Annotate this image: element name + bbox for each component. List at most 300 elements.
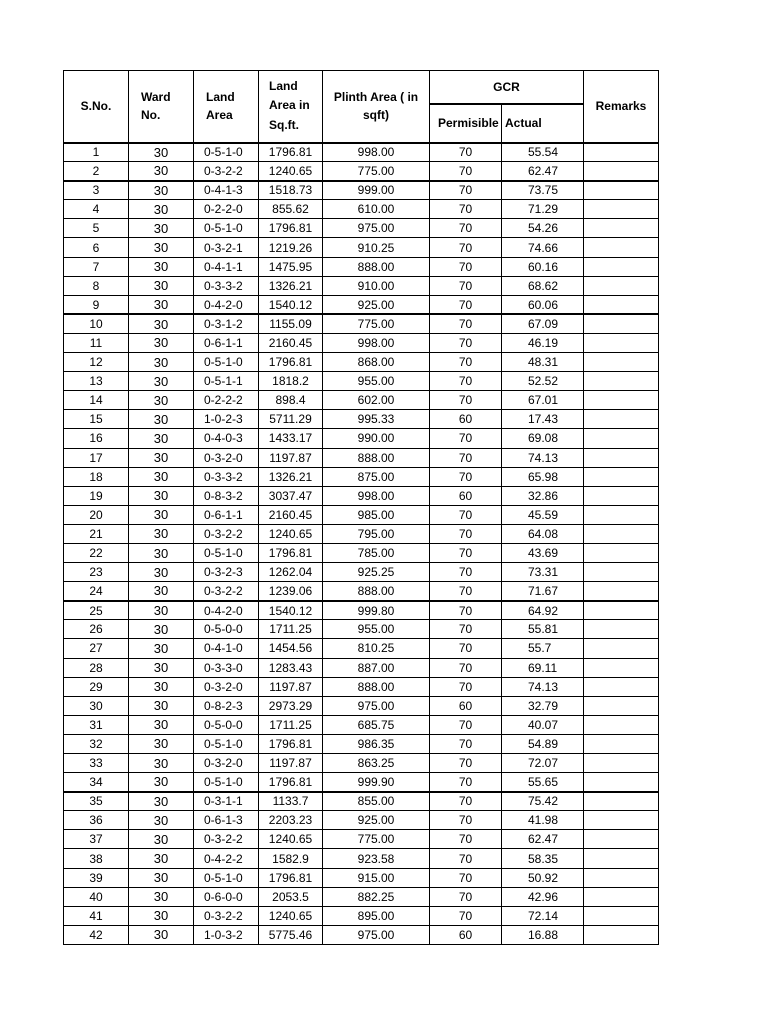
cell-plinth-area: 685.75 xyxy=(323,715,430,734)
cell-actual: 43.69 xyxy=(502,543,584,562)
cell-ward: 30 xyxy=(129,563,194,582)
cell-land-area: 0-4-0-3 xyxy=(194,429,259,448)
cell-plinth-area: 775.00 xyxy=(323,830,430,849)
cell-permissible: 70 xyxy=(430,658,502,677)
cell-remarks xyxy=(584,925,659,944)
table-row xyxy=(64,448,659,467)
table-row xyxy=(64,410,659,429)
cell-area-sqft: 3037.47 xyxy=(259,486,323,505)
cell-sno: 21 xyxy=(64,524,129,543)
cell-permissible: 70 xyxy=(430,505,502,524)
cell-permissible: 70 xyxy=(430,563,502,582)
cell-area-sqft: 2160.45 xyxy=(259,333,323,352)
cell-plinth-area: 775.00 xyxy=(323,314,430,333)
cell-sno: 25 xyxy=(64,601,129,620)
cell-area-sqft: 1239.06 xyxy=(259,582,323,601)
cell-actual: 71.29 xyxy=(502,200,584,219)
cell-permissible: 70 xyxy=(430,524,502,543)
header-remarks: Remarks xyxy=(584,71,659,143)
cell-area-sqft: 1326.21 xyxy=(259,467,323,486)
cell-remarks xyxy=(584,486,659,505)
cell-plinth-area: 986.35 xyxy=(323,734,430,753)
cell-area-sqft: 2053.5 xyxy=(259,887,323,906)
table-row xyxy=(64,276,659,295)
cell-land-area: 0-3-2-2 xyxy=(194,906,259,925)
header-area-sqft xyxy=(259,71,323,143)
cell-land-area: 0-3-3-2 xyxy=(194,276,259,295)
table-row xyxy=(64,601,659,620)
cell-plinth-area: 795.00 xyxy=(323,524,430,543)
cell-sno: 41 xyxy=(64,906,129,925)
cell-permissible: 70 xyxy=(430,162,502,181)
cell-remarks xyxy=(584,582,659,601)
cell-plinth-area: 999.90 xyxy=(323,773,430,792)
cell-land-area: 0-4-1-1 xyxy=(194,257,259,276)
cell-remarks xyxy=(584,906,659,925)
cell-ward: 30 xyxy=(129,715,194,734)
cell-plinth-area: 863.25 xyxy=(323,754,430,773)
cell-remarks xyxy=(584,257,659,276)
cell-plinth-area: 923.58 xyxy=(323,849,430,868)
table-row xyxy=(64,429,659,448)
cell-sno: 31 xyxy=(64,715,129,734)
cell-area-sqft: 1326.21 xyxy=(259,276,323,295)
cell-land-area: 0-5-1-0 xyxy=(194,219,259,238)
cell-ward: 30 xyxy=(129,372,194,391)
cell-remarks xyxy=(584,143,659,162)
cell-remarks xyxy=(584,372,659,391)
cell-land-area: 1-0-2-3 xyxy=(194,410,259,429)
cell-permissible: 70 xyxy=(430,677,502,696)
cell-ward: 30 xyxy=(129,257,194,276)
cell-area-sqft: 1475.95 xyxy=(259,257,323,276)
cell-actual: 60.16 xyxy=(502,257,584,276)
cell-remarks xyxy=(584,849,659,868)
cell-actual: 65.98 xyxy=(502,467,584,486)
cell-actual: 46.19 xyxy=(502,333,584,352)
cell-permissible: 70 xyxy=(430,792,502,811)
cell-actual: 55.54 xyxy=(502,143,584,162)
cell-area-sqft: 1796.81 xyxy=(259,543,323,562)
cell-plinth-area: 910.00 xyxy=(323,276,430,295)
cell-land-area: 0-3-2-3 xyxy=(194,563,259,582)
cell-ward: 30 xyxy=(129,773,194,792)
cell-area-sqft: 1240.65 xyxy=(259,906,323,925)
cell-remarks xyxy=(584,391,659,410)
cell-land-area: 0-5-1-0 xyxy=(194,868,259,887)
table-row xyxy=(64,811,659,830)
cell-actual: 42.96 xyxy=(502,887,584,906)
cell-ward: 30 xyxy=(129,448,194,467)
cell-plinth-area: 888.00 xyxy=(323,582,430,601)
cell-sno: 39 xyxy=(64,868,129,887)
cell-actual: 48.31 xyxy=(502,353,584,372)
cell-sno: 34 xyxy=(64,773,129,792)
cell-land-area: 0-3-3-0 xyxy=(194,658,259,677)
cell-land-area: 0-5-1-0 xyxy=(194,734,259,753)
cell-sno: 9 xyxy=(64,295,129,314)
cell-ward: 30 xyxy=(129,677,194,696)
table-row xyxy=(64,639,659,658)
cell-area-sqft: 1433.17 xyxy=(259,429,323,448)
cell-land-area: 1-0-3-2 xyxy=(194,925,259,944)
cell-sno: 22 xyxy=(64,543,129,562)
cell-actual: 73.31 xyxy=(502,563,584,582)
cell-ward: 30 xyxy=(129,830,194,849)
table-row xyxy=(64,906,659,925)
cell-area-sqft: 855.62 xyxy=(259,200,323,219)
table-row xyxy=(64,849,659,868)
cell-ward: 30 xyxy=(129,734,194,753)
cell-actual: 67.01 xyxy=(502,391,584,410)
cell-area-sqft: 1240.65 xyxy=(259,830,323,849)
cell-plinth-area: 955.00 xyxy=(323,620,430,639)
cell-plinth-area: 985.00 xyxy=(323,505,430,524)
cell-permissible: 60 xyxy=(430,486,502,505)
cell-land-area: 0-3-2-0 xyxy=(194,448,259,467)
cell-permissible: 70 xyxy=(430,143,502,162)
cell-actual: 55.7 xyxy=(502,639,584,658)
cell-area-sqft: 1240.65 xyxy=(259,162,323,181)
cell-remarks xyxy=(584,314,659,333)
cell-land-area: 0-4-2-0 xyxy=(194,295,259,314)
cell-land-area: 0-5-1-1 xyxy=(194,372,259,391)
cell-permissible: 70 xyxy=(430,219,502,238)
cell-remarks xyxy=(584,524,659,543)
cell-sno: 18 xyxy=(64,467,129,486)
table-row xyxy=(64,372,659,391)
cell-area-sqft: 1796.81 xyxy=(259,773,323,792)
cell-ward: 30 xyxy=(129,238,194,257)
header-actual: Actual xyxy=(502,104,584,143)
cell-plinth-area: 999.80 xyxy=(323,601,430,620)
cell-remarks xyxy=(584,219,659,238)
cell-sno: 24 xyxy=(64,582,129,601)
cell-area-sqft: 1796.81 xyxy=(259,219,323,238)
cell-remarks xyxy=(584,792,659,811)
cell-remarks xyxy=(584,276,659,295)
table-row xyxy=(64,925,659,944)
cell-sno: 33 xyxy=(64,754,129,773)
cell-actual: 72.14 xyxy=(502,906,584,925)
table-row xyxy=(64,295,659,314)
cell-actual: 54.89 xyxy=(502,734,584,753)
header-area-line1: Land xyxy=(269,78,298,93)
cell-permissible: 70 xyxy=(430,429,502,448)
cell-ward: 30 xyxy=(129,925,194,944)
cell-sno: 8 xyxy=(64,276,129,295)
cell-sno: 13 xyxy=(64,372,129,391)
cell-remarks xyxy=(584,887,659,906)
cell-remarks xyxy=(584,830,659,849)
header-land-area xyxy=(194,71,259,143)
cell-ward: 30 xyxy=(129,754,194,773)
cell-permissible: 70 xyxy=(430,181,502,200)
cell-sno: 19 xyxy=(64,486,129,505)
cell-ward: 30 xyxy=(129,467,194,486)
table-row xyxy=(64,677,659,696)
header-plinth-line1: Plinth Area ( in xyxy=(333,90,419,105)
cell-land-area: 0-6-1-1 xyxy=(194,505,259,524)
cell-ward: 30 xyxy=(129,295,194,314)
cell-permissible: 70 xyxy=(430,734,502,753)
cell-remarks xyxy=(584,448,659,467)
cell-land-area: 0-6-1-1 xyxy=(194,333,259,352)
cell-land-area: 0-5-1-0 xyxy=(194,143,259,162)
cell-sno: 32 xyxy=(64,734,129,753)
cell-area-sqft: 1582.9 xyxy=(259,849,323,868)
cell-remarks xyxy=(584,200,659,219)
cell-sno: 27 xyxy=(64,639,129,658)
table-row xyxy=(64,257,659,276)
cell-sno: 7 xyxy=(64,257,129,276)
table-row xyxy=(64,238,659,257)
cell-land-area: 0-5-0-0 xyxy=(194,715,259,734)
cell-permissible: 70 xyxy=(430,448,502,467)
header-land-line1: Land xyxy=(206,90,235,105)
cell-plinth-area: 925.00 xyxy=(323,295,430,314)
cell-land-area: 0-8-2-3 xyxy=(194,696,259,715)
cell-remarks xyxy=(584,543,659,562)
cell-plinth-area: 602.00 xyxy=(323,391,430,410)
cell-area-sqft: 1540.12 xyxy=(259,601,323,620)
cell-remarks xyxy=(584,181,659,200)
cell-land-area: 0-3-2-0 xyxy=(194,677,259,696)
table-row xyxy=(64,868,659,887)
cell-remarks xyxy=(584,295,659,314)
cell-actual: 73.75 xyxy=(502,181,584,200)
cell-area-sqft: 1283.43 xyxy=(259,658,323,677)
cell-land-area: 0-5-1-0 xyxy=(194,773,259,792)
cell-plinth-area: 610.00 xyxy=(323,200,430,219)
cell-permissible: 70 xyxy=(430,314,502,333)
table-row xyxy=(64,391,659,410)
cell-permissible: 70 xyxy=(430,715,502,734)
cell-ward: 30 xyxy=(129,200,194,219)
cell-land-area: 0-4-2-2 xyxy=(194,849,259,868)
cell-plinth-area: 975.00 xyxy=(323,696,430,715)
cell-remarks xyxy=(584,620,659,639)
table-header xyxy=(64,71,659,143)
cell-actual: 69.08 xyxy=(502,429,584,448)
cell-sno: 12 xyxy=(64,353,129,372)
cell-area-sqft: 1796.81 xyxy=(259,143,323,162)
cell-actual: 69.11 xyxy=(502,658,584,677)
cell-ward: 30 xyxy=(129,505,194,524)
cell-permissible: 70 xyxy=(430,295,502,314)
cell-remarks xyxy=(584,505,659,524)
header-ward xyxy=(129,71,194,143)
cell-permissible: 70 xyxy=(430,754,502,773)
cell-plinth-area: 875.00 xyxy=(323,467,430,486)
cell-area-sqft: 1454.56 xyxy=(259,639,323,658)
cell-permissible: 70 xyxy=(430,333,502,352)
table-row xyxy=(64,314,659,333)
cell-sno: 42 xyxy=(64,925,129,944)
cell-area-sqft: 1518.73 xyxy=(259,181,323,200)
cell-plinth-area: 998.00 xyxy=(323,143,430,162)
cell-land-area: 0-3-1-1 xyxy=(194,792,259,811)
cell-sno: 3 xyxy=(64,181,129,200)
cell-actual: 58.35 xyxy=(502,849,584,868)
cell-ward: 30 xyxy=(129,429,194,448)
cell-plinth-area: 925.00 xyxy=(323,811,430,830)
header-ward-line1: Ward xyxy=(141,90,171,105)
cell-land-area: 0-6-1-3 xyxy=(194,811,259,830)
cell-remarks xyxy=(584,754,659,773)
cell-land-area: 0-8-3-2 xyxy=(194,486,259,505)
cell-remarks xyxy=(584,696,659,715)
cell-plinth-area: 999.00 xyxy=(323,181,430,200)
cell-sno: 16 xyxy=(64,429,129,448)
cell-sno: 11 xyxy=(64,333,129,352)
cell-ward: 30 xyxy=(129,849,194,868)
cell-plinth-area: 888.00 xyxy=(323,677,430,696)
cell-area-sqft: 1818.2 xyxy=(259,372,323,391)
cell-actual: 74.13 xyxy=(502,677,584,696)
cell-permissible: 60 xyxy=(430,696,502,715)
cell-actual: 50.92 xyxy=(502,868,584,887)
cell-permissible: 70 xyxy=(430,849,502,868)
cell-plinth-area: 785.00 xyxy=(323,543,430,562)
table-row xyxy=(64,773,659,792)
cell-permissible: 70 xyxy=(430,582,502,601)
header-sno: S.No. xyxy=(64,71,129,143)
cell-sno: 40 xyxy=(64,887,129,906)
cell-ward: 30 xyxy=(129,143,194,162)
cell-sno: 15 xyxy=(64,410,129,429)
cell-remarks xyxy=(584,467,659,486)
cell-actual: 17.43 xyxy=(502,410,584,429)
cell-remarks xyxy=(584,238,659,257)
table-row xyxy=(64,181,659,200)
cell-plinth-area: 775.00 xyxy=(323,162,430,181)
cell-actual: 55.81 xyxy=(502,620,584,639)
table-row xyxy=(64,734,659,753)
cell-remarks xyxy=(584,639,659,658)
cell-plinth-area: 995.33 xyxy=(323,410,430,429)
table-row xyxy=(64,333,659,352)
cell-ward: 30 xyxy=(129,887,194,906)
cell-area-sqft: 1262.04 xyxy=(259,563,323,582)
gcr-table xyxy=(63,70,659,945)
cell-permissible: 60 xyxy=(430,410,502,429)
cell-ward: 30 xyxy=(129,486,194,505)
cell-actual: 60.06 xyxy=(502,295,584,314)
cell-permissible: 70 xyxy=(430,200,502,219)
cell-land-area: 0-3-2-2 xyxy=(194,524,259,543)
cell-ward: 30 xyxy=(129,620,194,639)
cell-sno: 29 xyxy=(64,677,129,696)
cell-actual: 45.59 xyxy=(502,505,584,524)
cell-actual: 62.47 xyxy=(502,162,584,181)
cell-ward: 30 xyxy=(129,906,194,925)
cell-plinth-area: 888.00 xyxy=(323,257,430,276)
table-row xyxy=(64,830,659,849)
table-row xyxy=(64,582,659,601)
cell-ward: 30 xyxy=(129,391,194,410)
cell-permissible: 70 xyxy=(430,238,502,257)
cell-land-area: 0-5-1-0 xyxy=(194,543,259,562)
cell-actual: 52.52 xyxy=(502,372,584,391)
cell-plinth-area: 895.00 xyxy=(323,906,430,925)
cell-actual: 74.66 xyxy=(502,238,584,257)
cell-land-area: 0-3-2-2 xyxy=(194,830,259,849)
cell-plinth-area: 910.25 xyxy=(323,238,430,257)
cell-land-area: 0-4-1-3 xyxy=(194,181,259,200)
cell-plinth-area: 990.00 xyxy=(323,429,430,448)
cell-ward: 30 xyxy=(129,524,194,543)
cell-land-area: 0-3-2-1 xyxy=(194,238,259,257)
cell-actual: 74.13 xyxy=(502,448,584,467)
cell-remarks xyxy=(584,601,659,620)
cell-remarks xyxy=(584,734,659,753)
cell-ward: 30 xyxy=(129,181,194,200)
cell-permissible: 70 xyxy=(430,887,502,906)
cell-actual: 75.42 xyxy=(502,792,584,811)
cell-ward: 30 xyxy=(129,162,194,181)
cell-area-sqft: 5711.29 xyxy=(259,410,323,429)
table-row xyxy=(64,353,659,372)
cell-area-sqft: 1155.09 xyxy=(259,314,323,333)
cell-plinth-area: 887.00 xyxy=(323,658,430,677)
cell-area-sqft: 2160.45 xyxy=(259,505,323,524)
cell-area-sqft: 1240.65 xyxy=(259,524,323,543)
cell-actual: 67.09 xyxy=(502,314,584,333)
table-row xyxy=(64,754,659,773)
cell-permissible: 70 xyxy=(430,467,502,486)
cell-sno: 4 xyxy=(64,200,129,219)
cell-sno: 14 xyxy=(64,391,129,410)
header-plinth-line2: sqft) xyxy=(363,108,389,123)
cell-actual: 55.65 xyxy=(502,773,584,792)
cell-permissible: 70 xyxy=(430,257,502,276)
cell-area-sqft: 1133.7 xyxy=(259,792,323,811)
cell-land-area: 0-4-2-0 xyxy=(194,601,259,620)
cell-plinth-area: 855.00 xyxy=(323,792,430,811)
cell-area-sqft: 1197.87 xyxy=(259,448,323,467)
header-ward-line2: No. xyxy=(141,108,161,123)
cell-plinth-area: 998.00 xyxy=(323,333,430,352)
cell-land-area: 0-3-2-2 xyxy=(194,582,259,601)
table-row xyxy=(64,524,659,543)
cell-permissible: 70 xyxy=(430,811,502,830)
cell-land-area: 0-3-3-2 xyxy=(194,467,259,486)
cell-land-area: 0-6-0-0 xyxy=(194,887,259,906)
header-area-line3: Sq.ft. xyxy=(269,118,299,133)
cell-permissible: 70 xyxy=(430,906,502,925)
cell-sno: 26 xyxy=(64,620,129,639)
table-row xyxy=(64,219,659,238)
table-row xyxy=(64,620,659,639)
cell-plinth-area: 868.00 xyxy=(323,353,430,372)
cell-plinth-area: 998.00 xyxy=(323,486,430,505)
cell-plinth-area: 955.00 xyxy=(323,372,430,391)
cell-permissible: 70 xyxy=(430,543,502,562)
cell-area-sqft: 1711.25 xyxy=(259,715,323,734)
cell-area-sqft: 2203.23 xyxy=(259,811,323,830)
cell-sno: 30 xyxy=(64,696,129,715)
table-row xyxy=(64,200,659,219)
table-row xyxy=(64,658,659,677)
table-row xyxy=(64,543,659,562)
cell-ward: 30 xyxy=(129,582,194,601)
cell-ward: 30 xyxy=(129,696,194,715)
cell-remarks xyxy=(584,868,659,887)
cell-sno: 5 xyxy=(64,219,129,238)
cell-ward: 30 xyxy=(129,639,194,658)
cell-permissible: 70 xyxy=(430,620,502,639)
